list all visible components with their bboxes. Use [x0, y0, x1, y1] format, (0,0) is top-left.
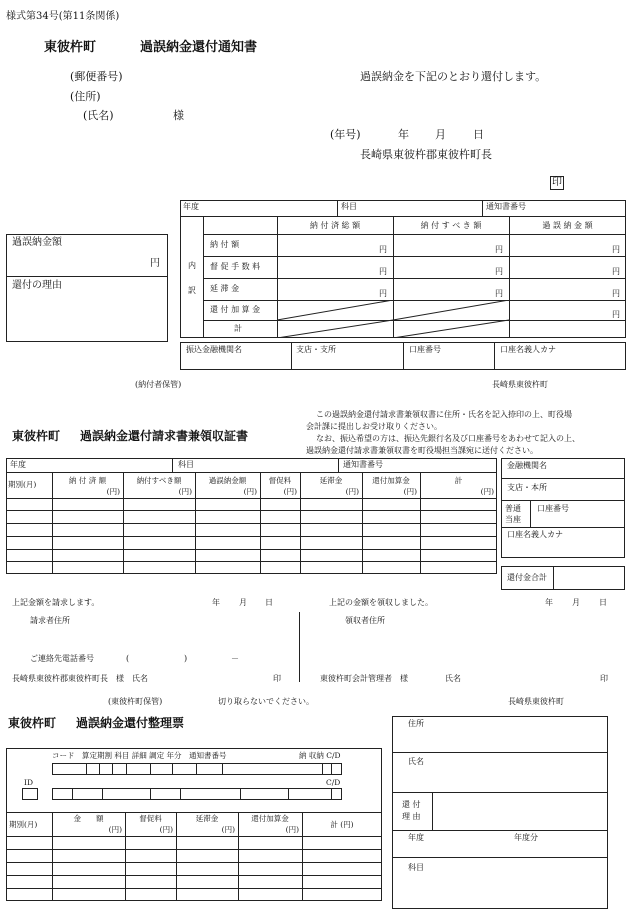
lg-col-add: 還付加算金 — [251, 814, 289, 823]
lg-col-total: 計 (円) — [330, 820, 354, 829]
receipt-pref: 長崎県東彼杵町 — [508, 697, 564, 706]
code-label: コード 算定期割 科目 詳細 調定 年分 通知書番号 — [52, 751, 227, 760]
notice-town: 東彼杵町 — [44, 40, 97, 55]
form-number: 様式第34号(第11条関係) — [6, 11, 120, 22]
lg-col-amount: 金 額 — [73, 814, 104, 823]
rc-account: 口座番号 — [537, 504, 569, 513]
ledger-title: 過誤納金還付整理票 — [76, 716, 185, 730]
rc-touza: 当座 — [505, 515, 521, 524]
requester-address: 請求者住所 — [30, 616, 70, 625]
rc-holder: 口座名義人カナ — [507, 530, 563, 539]
refund-message: 過誤納金を下記のとおり還付します。 — [360, 70, 547, 83]
instr-1: この過誤納金還付請求書兼領収書に住所・氏名を記入捺印の上、町役場 — [316, 410, 572, 419]
col-should-pay: 納 付 す べ き 額 — [420, 221, 482, 230]
id-label: ID — [24, 778, 33, 787]
row-fee: 督 促 手 数 料 — [210, 262, 261, 271]
id-boxes — [52, 788, 342, 800]
seal-mark: 印 — [552, 177, 562, 188]
requester-name: 長崎県東彼杵郡東彼杵町長 様 氏名 — [12, 674, 148, 683]
payer-keep: (納付者保管) — [135, 380, 182, 389]
ledger-address: 住所 — [408, 719, 424, 728]
mayor-title: 長崎県東彼杵郡東彼杵町長 — [360, 148, 492, 161]
request-text: 上記金額を請求します。 — [12, 598, 100, 607]
date-year: 年 — [398, 128, 409, 141]
ledger-kamoku: 科目 — [408, 863, 424, 872]
col-paid-total: 納 付 済 総 額 — [309, 221, 361, 230]
ledger-name: 氏名 — [408, 757, 424, 766]
ledger-nendobun: 年度分 — [514, 833, 538, 842]
rc-col-kibetsu: 期別(月) — [8, 480, 37, 489]
sign-divider — [299, 612, 300, 682]
phone-label: ご連絡先電話番号 — [30, 654, 94, 663]
receiver-title: 東彼杵町会計管理者 様 — [320, 674, 408, 683]
rc-col-add: 還付加算金 — [372, 476, 410, 485]
uchiwake-1: 内 — [188, 261, 196, 270]
lg-col-late: 延滞金 — [195, 814, 219, 823]
address-label: (住所) — [70, 90, 101, 103]
receiver-seal: 印 — [600, 674, 608, 683]
rc-futsu: 普通 — [505, 504, 521, 513]
rc-bank-name: 金融機関名 — [507, 461, 547, 470]
rc-col-overpaid: 過誤納金額 — [208, 476, 247, 485]
amount-label: 過誤納金額 — [12, 237, 62, 248]
receipt-nendo: 年度 — [10, 460, 26, 469]
reason-label: 還付の理由 — [12, 280, 62, 291]
row-addition: 還 付 加 算 金 — [210, 305, 261, 314]
instr-4: 過誤納金還付請求書兼領収書を町役場担当課宛に送付ください。 — [306, 446, 538, 455]
notice-title: 過誤納金還付通知書 — [140, 40, 258, 55]
holder-label: 口座名義人カナ — [500, 345, 556, 354]
branch-label: 支店・支所 — [296, 345, 336, 354]
code-boxes — [52, 763, 342, 775]
receipt-kamoku: 科目 — [178, 460, 194, 469]
sama-label: 様 — [173, 109, 184, 122]
row-delinquent: 延 滞 金 — [210, 284, 240, 293]
amount-yen: 円 — [150, 258, 160, 269]
row-total: 計 — [234, 324, 242, 333]
uchiwake-2: 訳 — [188, 286, 196, 295]
town-keep: (東彼杵町保管) — [108, 697, 163, 706]
col-overpaid: 過 誤 納 金 額 — [542, 221, 593, 230]
cut-warning: 切り取らないでください。 — [218, 697, 314, 706]
postal-label: (郵便番号) — [70, 70, 123, 83]
nouhou-label: 納 収納 C/D — [299, 751, 341, 760]
receiver-name: 氏名 — [445, 674, 461, 683]
account-label: 口座番号 — [409, 345, 441, 354]
ledger-reason-2: 理 由 — [402, 812, 421, 821]
ledger-reason-1: 還 付 — [402, 800, 421, 809]
date-day: 日 — [473, 128, 484, 141]
date-era: (年号) — [330, 128, 361, 141]
ledger-nendo: 年度 — [408, 833, 424, 842]
id-box — [22, 788, 38, 800]
receipt-town: 東彼杵町 — [12, 429, 61, 443]
receipt-tsuchisho: 通知書番号 — [343, 460, 383, 469]
cd-label: C/D — [326, 778, 341, 787]
rc-col-late: 延滞金 — [319, 476, 343, 485]
bank-name-label: 振込金融機関名 — [186, 345, 242, 354]
ledger-info-box — [392, 716, 608, 909]
instr-2: 会計課に提出しお受け取りください。 — [306, 422, 442, 431]
lg-col-fee: 督促料 — [139, 814, 162, 823]
rc-col-total: 計 — [454, 476, 463, 485]
rc-branch: 支店・本所 — [507, 483, 547, 492]
notice-pref: 長崎県東彼杵町 — [492, 380, 548, 389]
lg-col-kibetsu: 期別(月) — [9, 820, 38, 829]
refund-total-label: 還付金合計 — [507, 573, 547, 582]
instr-3: なお、振込希望の方は、振込先銀行名及び口座番号をあわせて記入の上、 — [316, 434, 580, 443]
detail-tsuchisho: 通知書番号 — [486, 202, 526, 211]
date-month: 月 — [435, 128, 446, 141]
rc-col-paid: 納 付 済 額 — [68, 476, 107, 485]
detail-kamoku: 科目 — [341, 202, 357, 211]
name-label: (氏名) — [83, 109, 114, 122]
receiver-address: 領収者住所 — [345, 616, 385, 625]
rc-col-fee: 督促料 — [268, 476, 292, 485]
rc-col-should: 納付すべき額 — [136, 476, 182, 485]
phone-dash: － — [231, 654, 239, 663]
detail-nendo: 年度 — [183, 202, 199, 211]
received-text: 上記の金額を領収しました。 — [329, 598, 433, 607]
requester-seal: 印 — [273, 674, 281, 683]
ledger-town: 東彼杵町 — [8, 716, 57, 730]
receipt-title: 過誤納金還付請求書兼領収証書 — [80, 429, 249, 443]
row-paid: 納 付 額 — [210, 240, 240, 249]
diagonal-lines — [277, 300, 509, 338]
